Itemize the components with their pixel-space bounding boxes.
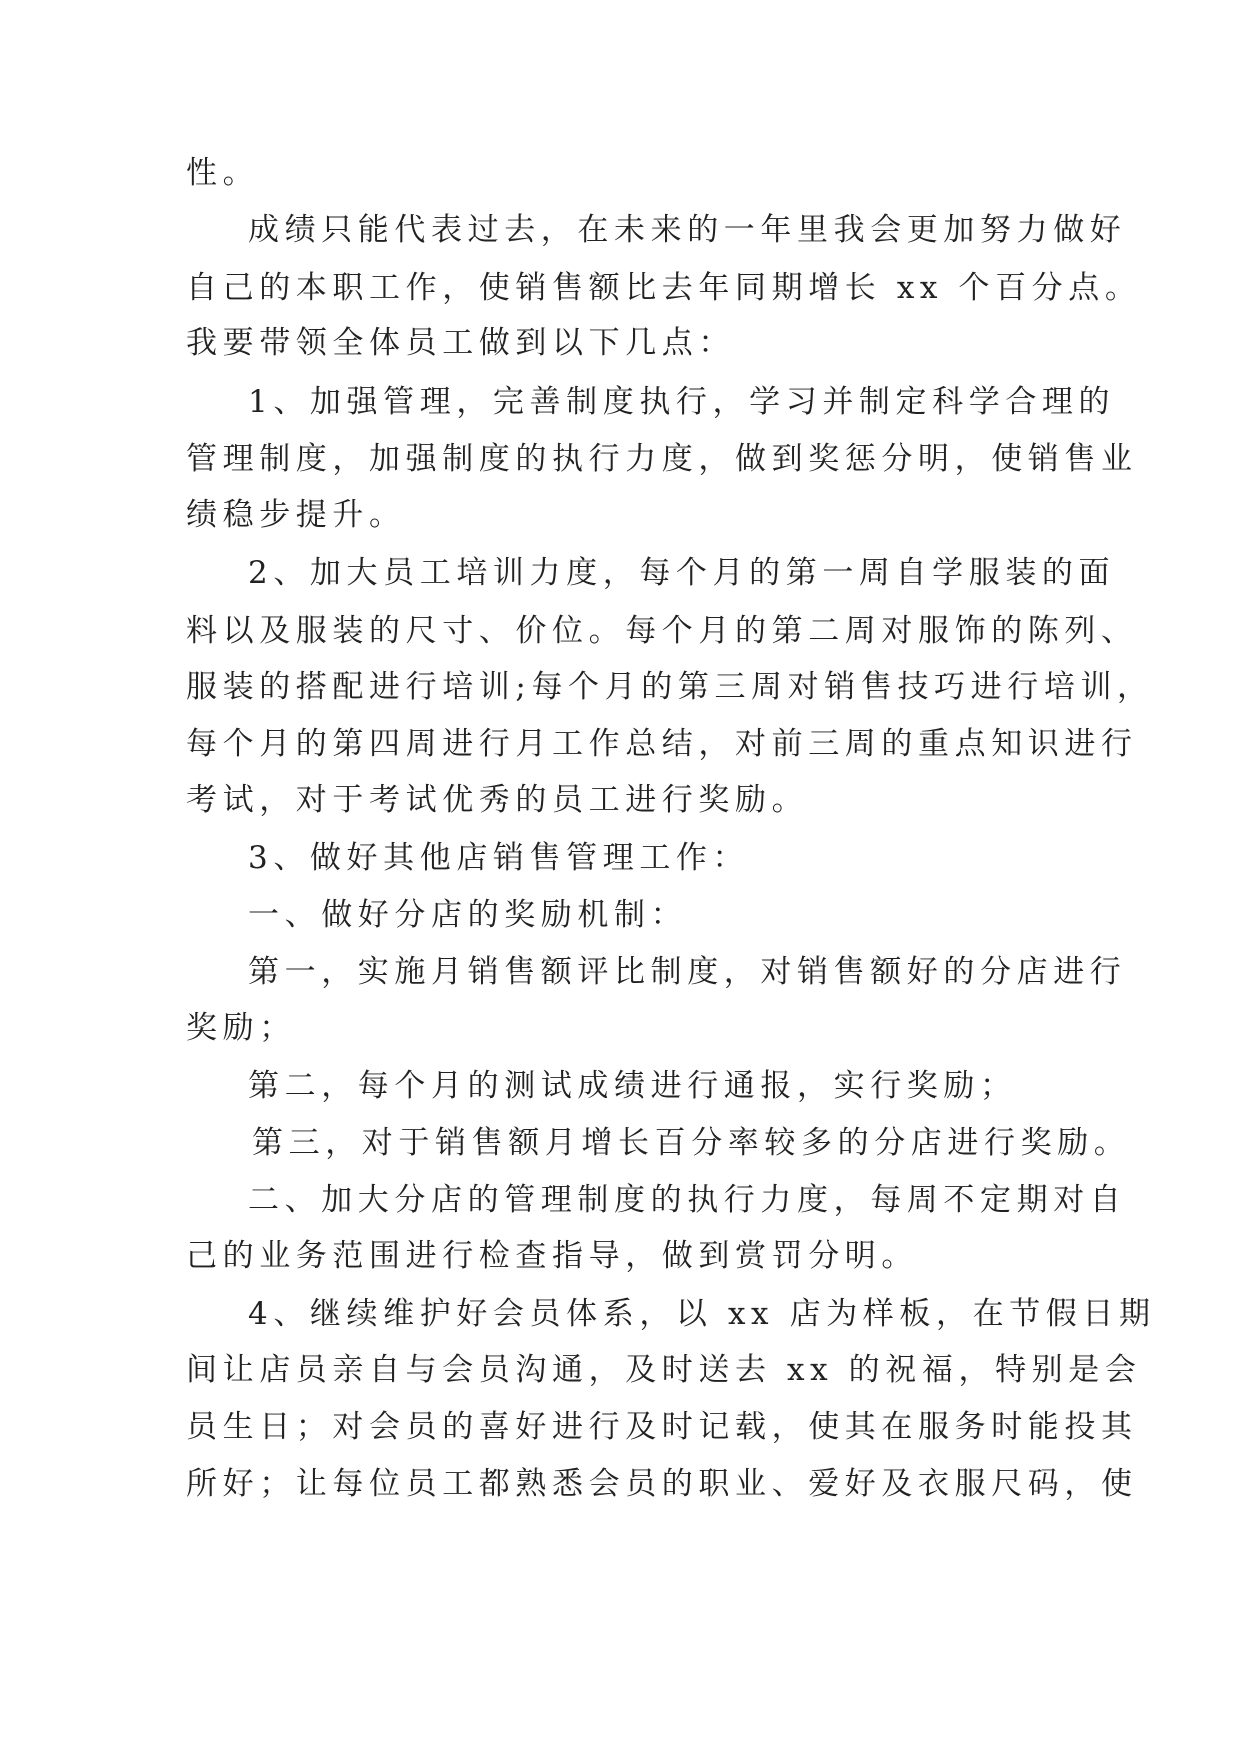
text-line: 性。 (186, 155, 260, 191)
text-line: 我要带领全体员工做到以下几点： (186, 325, 735, 361)
text-line: 己的业务范围进行检查指导，做到赏罚分明。 (186, 1238, 918, 1274)
text-line: 员生日；对会员的喜好进行及时记载，使其在服务时能投其 (186, 1409, 1138, 1445)
paragraph-line: 成绩只能代表过去，在未来的一年里我会更加努力做好 (248, 212, 1127, 248)
text-line: 料以及服装的尺寸、价位。每个月的第二周对服饰的陈列、 (186, 613, 1138, 649)
text-line: 自己的本职工作，使销售额比去年同期增长 xx 个百分点。 (186, 270, 1142, 306)
sub-item: 第三，对于销售额月增长百分率较多的分店进行奖励。 (252, 1125, 1131, 1161)
list-item-2: 2、加大员工培训力度，每个月的第一周自学服装的面 (248, 555, 1116, 591)
sub-heading: 二、加大分店的管理制度的执行力度，每周不定期对自 (248, 1182, 1127, 1218)
text-line: 绩稳步提升。 (186, 497, 406, 533)
text-line: 考试，对于考试优秀的员工进行奖励。 (186, 782, 809, 818)
text-line: 服装的搭配进行培训;每个月的第三周对销售技巧进行培训， (186, 669, 1154, 705)
text-line: 每个月的第四周进行月工作总结，对前三周的重点知识进行 (186, 726, 1138, 762)
text-line: 间让店员亲自与会员沟通，及时送去 xx 的祝福，特别是会 (186, 1352, 1142, 1388)
sub-heading: 一、做好分店的奖励机制： (248, 897, 688, 933)
text-line: 奖励； (186, 1010, 296, 1046)
sub-item: 第二，每个月的测试成绩进行通报，实行奖励； (248, 1068, 1017, 1104)
text-line: 管理制度，加强制度的执行力度，做到奖惩分明，使销售业 (186, 441, 1138, 477)
list-item-4: 4、继续维护好会员体系，以 xx 店为样板，在节假日期 (248, 1296, 1156, 1332)
sub-item: 第一，实施月销售额评比制度，对销售额好的分店进行 (248, 954, 1127, 990)
list-item-1: 1、加强管理，完善制度执行，学习并制定科学合理的 (248, 384, 1116, 420)
text-line: 所好；让每位员工都熟悉会员的职业、爱好及衣服尺码，使 (186, 1466, 1138, 1502)
list-item-3: 3、做好其他店销售管理工作： (248, 840, 750, 876)
